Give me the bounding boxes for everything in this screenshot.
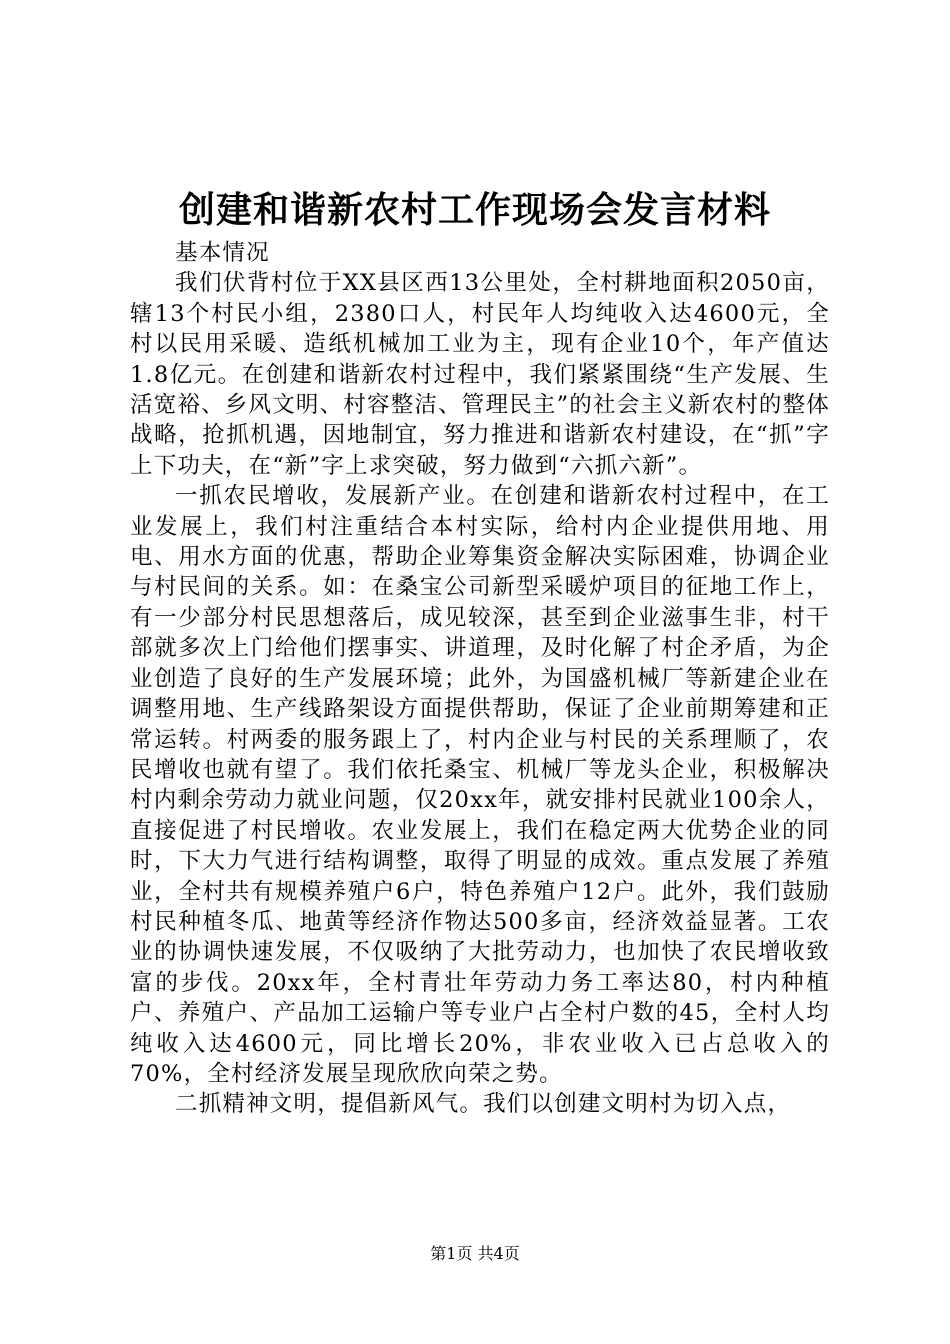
document-title: 创建和谐新农村工作现场会发言材料 xyxy=(178,189,771,231)
document-body xyxy=(130,238,830,1120)
paragraph-spiritual-civilization: 二抓精神文明，提倡新风气。我们以创建文明村为切入点， xyxy=(175,1091,792,1118)
paragraph-farmer-income: 一抓农民增收，发展新产业。在创建和谐新农村过程中，在工业发展上，我们村注重结合本村实际，给村内企业提供用地、用电、用水方面的优惠，帮助企业筹集资金解决实际困难，协调企业与村民间的关系。如：在桑宝公司新型采暖炉项目的征地工作上，有一少部分村民思想落后，成见较深，甚至到企业滋事生非，村干部就多次上门给他们摆事实、讲道理，及时化解了村企矛盾，为企业创造了良好的生产发展环境；此外，为国盛机械厂等新建企业在调整用地、生产线路架设方面提供帮助，保证了企业前期筹建和正常运转。村两委的服务跟上了，村内企业与村民的关系理顺了，农民增收也就有望了。我们依托桑宝、机械厂等龙头企业，积极解决村内剩余劳动力就业问题，仅20xx年，就安排村民就业100余人，直接促进了村民增收。农业发展上，我们在稳定两大优势企业的同时，下大力气进行结构调整，取得了明显的成效。重点发展了养殖业，全村共有规模养殖户6户，特色养殖户12户。此外，我们鼓励村民种植冬瓜、地黄等经济作物达500多亩，经济效益显著。工农业的协调快速发展，不仅吸纳了大批劳动力，也加快了农民增收致富的步伐。20xx年，全村青壮年劳动力务工率达80，村内种植户、养殖户、产品加工运输户等专业户占全村户数的45，全村人均纯收入达4600元，同比增长20%，非农业收入已占总收入的70%，全村经济发展呈现欣欣向荣之势。 xyxy=(130,483,830,1087)
paragraph-basic-info-heading: 基本情况 xyxy=(175,240,270,266)
paragraph-village-overview: 我们伏背村位于XX县区西13公里处，全村耕地面积2050亩，辖13个村民小组，2380口人，村民年人均纯收入达4600元，全村以民用采暖、造纸机械加工业为主，现有企业10个，年产值达1.8亿元。在创建和谐新农村过程中，我们紧紧围绕“生产发展、生活宽裕、乡风文明、村容整洁、管理民主”的社会主义新农村的整体战略，抢抓机遇，因地制宜，努力推进和谐新农村建设，在“抓”字上下功夫，在“新”字上求突破，努力做到“六抓六新”。 xyxy=(130,270,831,479)
page-footer: 第1页 共4页 xyxy=(430,1244,520,1263)
